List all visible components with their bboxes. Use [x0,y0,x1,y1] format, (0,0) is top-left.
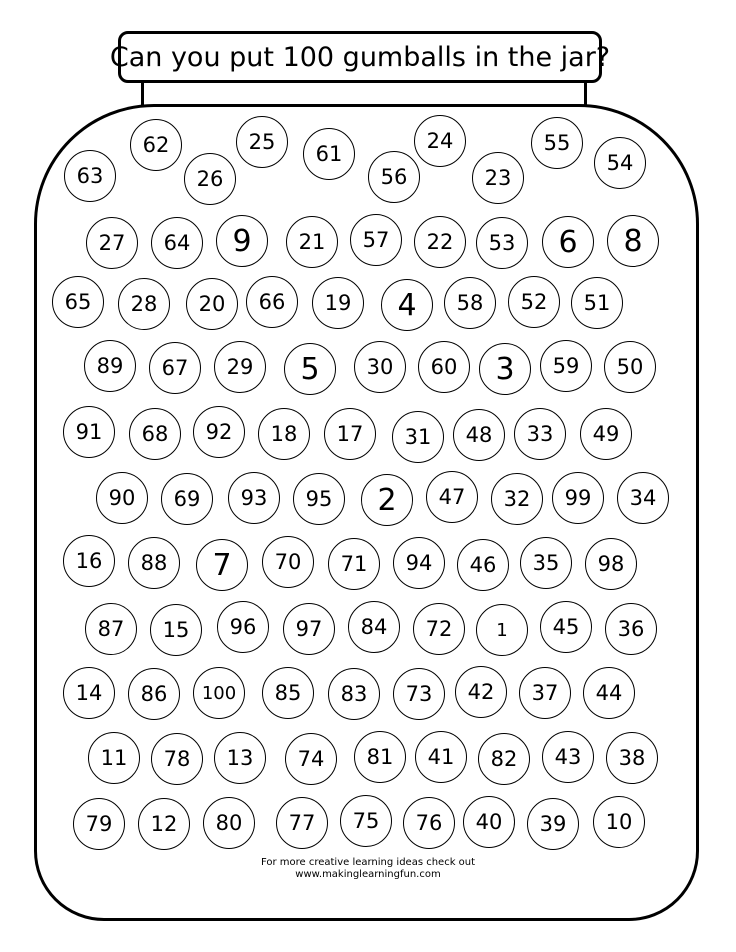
gumball[interactable]: 13 [214,732,266,784]
gumball[interactable]: 7 [196,539,248,591]
gumball[interactable]: 33 [514,408,566,460]
gumball[interactable]: 76 [403,797,455,849]
gumball[interactable]: 84 [348,601,400,653]
gumball[interactable]: 96 [217,601,269,653]
gumball[interactable]: 38 [606,732,658,784]
gumball[interactable]: 60 [418,341,470,393]
gumball[interactable]: 16 [63,535,115,587]
gumball[interactable]: 95 [293,473,345,525]
gumball[interactable]: 91 [63,406,115,458]
gumball[interactable]: 87 [85,603,137,655]
footer-line-1: For more creative learning ideas check out [260,857,476,868]
gumball[interactable]: 72 [413,603,465,655]
gumball[interactable]: 41 [415,731,467,783]
gumball[interactable]: 78 [151,733,203,785]
gumball[interactable]: 11 [88,732,140,784]
gumball[interactable]: 58 [444,277,496,329]
gumball[interactable]: 66 [246,276,298,328]
gumball[interactable]: 67 [149,342,201,394]
gumball[interactable]: 3 [479,343,531,395]
gumball[interactable]: 64 [151,217,203,269]
gumball[interactable]: 20 [186,278,238,330]
gumball[interactable]: 52 [508,276,560,328]
gumball[interactable]: 69 [161,473,213,525]
gumball[interactable]: 63 [64,150,116,202]
gumball[interactable]: 93 [228,472,280,524]
gumball[interactable]: 26 [184,153,236,205]
gumball[interactable]: 79 [73,798,125,850]
gumball[interactable]: 30 [354,341,406,393]
gumball[interactable]: 37 [519,667,571,719]
gumball[interactable]: 5 [284,343,336,395]
footer-credit [0,857,736,881]
gumball[interactable]: 82 [478,733,530,785]
gumball[interactable]: 31 [392,411,444,463]
gumball[interactable]: 32 [491,473,543,525]
gumball[interactable]: 27 [86,217,138,269]
gumball[interactable]: 65 [52,276,104,328]
gumball[interactable]: 21 [286,216,338,268]
gumball[interactable]: 40 [463,796,515,848]
gumball[interactable]: 18 [258,408,310,460]
jar-lid [109,31,611,83]
gumball[interactable]: 90 [96,472,148,524]
gumball[interactable]: 22 [414,216,466,268]
gumball[interactable]: 99 [552,472,604,524]
gumball[interactable]: 45 [540,601,592,653]
gumball[interactable]: 10 [593,796,645,848]
gumball[interactable]: 80 [203,797,255,849]
gumball[interactable]: 94 [393,537,445,589]
gumball[interactable]: 49 [580,408,632,460]
gumball[interactable]: 2 [361,474,413,526]
gumball[interactable]: 75 [340,795,392,847]
gumball[interactable]: 47 [426,471,478,523]
gumball[interactable]: 42 [455,666,507,718]
gumball[interactable]: 19 [312,277,364,329]
worksheet-title: Can you put 100 gumballs in the jar? [109,41,611,73]
gumball[interactable]: 9 [216,215,268,267]
gumball[interactable]: 92 [193,406,245,458]
gumball[interactable]: 77 [276,797,328,849]
gumball[interactable]: 14 [63,667,115,719]
gumball[interactable]: 35 [520,537,572,589]
footer-website[interactable]: www.makinglearningfun.com [295,869,441,880]
gumball[interactable]: 68 [129,408,181,460]
gumball[interactable]: 55 [531,117,583,169]
gumball[interactable]: 70 [262,536,314,588]
gumball[interactable]: 59 [540,340,592,392]
gumball[interactable]: 51 [571,277,623,329]
gumball[interactable]: 73 [393,668,445,720]
gumball[interactable]: 83 [328,668,380,720]
gumball[interactable]: 46 [457,539,509,591]
gumball[interactable]: 89 [84,340,136,392]
gumball[interactable]: 86 [128,668,180,720]
gumball[interactable]: 88 [128,537,180,589]
gumball[interactable]: 57 [350,214,402,266]
gumball[interactable]: 50 [604,341,656,393]
gumball[interactable]: 23 [472,152,524,204]
gumball[interactable]: 29 [214,341,266,393]
gumball[interactable]: 56 [368,151,420,203]
gumball[interactable]: 28 [118,278,170,330]
gumball[interactable]: 53 [476,217,528,269]
gumball[interactable]: 4 [381,279,433,331]
gumball[interactable]: 12 [138,798,190,850]
gumball[interactable]: 97 [283,603,335,655]
gumball[interactable]: 1 [476,604,528,656]
gumball[interactable]: 81 [354,731,406,783]
gumball[interactable]: 24 [414,115,466,167]
gumball[interactable]: 71 [328,538,380,590]
gumball[interactable]: 8 [607,215,659,267]
gumball[interactable]: 44 [583,667,635,719]
gumball[interactable]: 15 [150,604,202,656]
gumball[interactable]: 61 [303,128,355,180]
gumball[interactable]: 6 [542,216,594,268]
gumball[interactable]: 17 [324,408,376,460]
gumball[interactable]: 54 [594,137,646,189]
gumball[interactable]: 74 [285,733,337,785]
gumball[interactable]: 62 [130,119,182,171]
gumball[interactable]: 85 [262,667,314,719]
gumball[interactable]: 34 [617,472,669,524]
gumball[interactable]: 98 [585,538,637,590]
gumball[interactable]: 36 [605,603,657,655]
gumball[interactable]: 39 [527,798,579,850]
gumball[interactable]: 25 [236,116,288,168]
gumball[interactable]: 48 [453,409,505,461]
gumball[interactable]: 100 [193,667,245,719]
gumball[interactable]: 43 [542,731,594,783]
